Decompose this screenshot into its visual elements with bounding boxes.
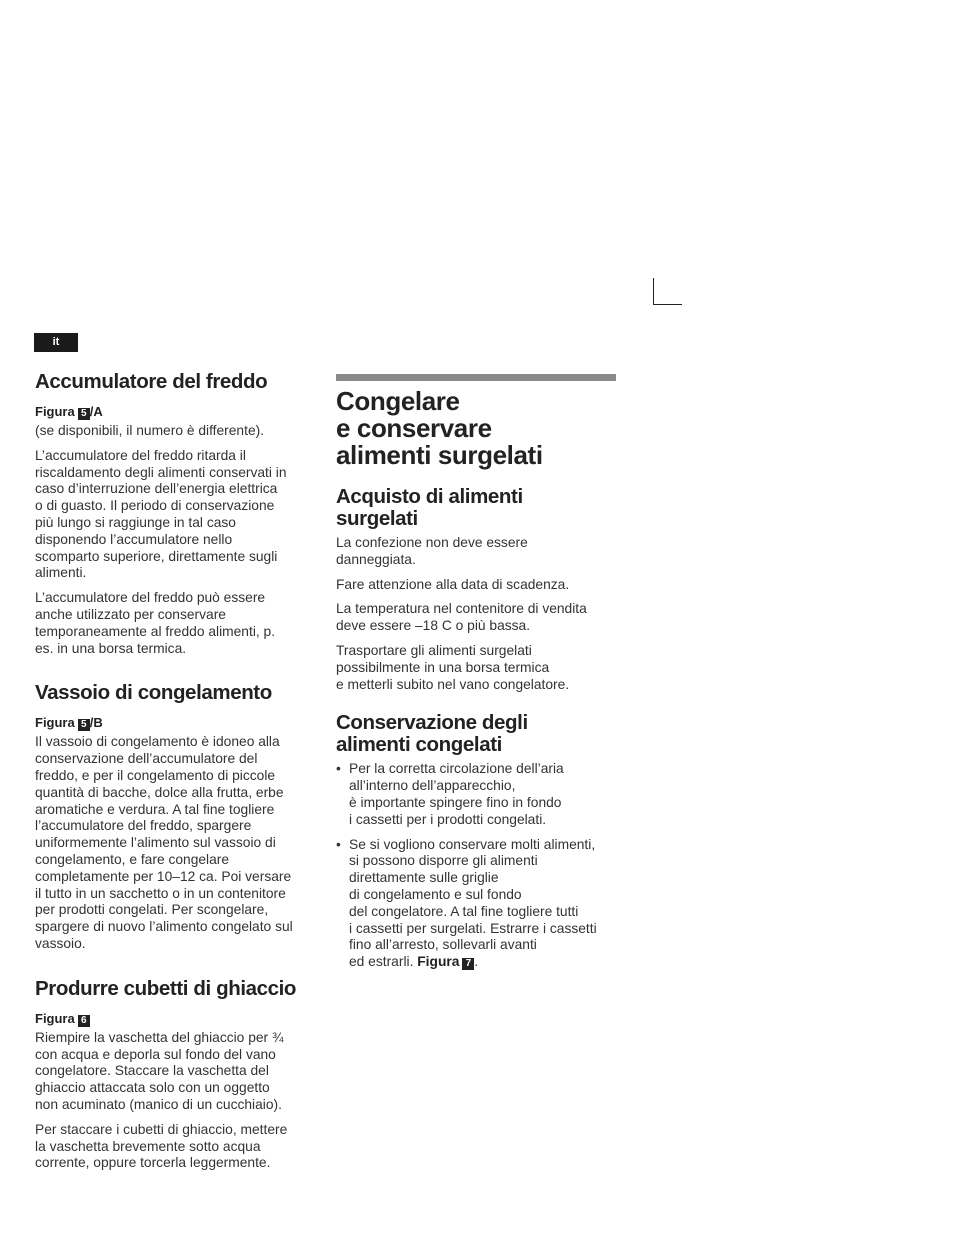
- figure-reference: Figura 6: [35, 1011, 320, 1027]
- figure-reference: Figura 7: [417, 954, 474, 969]
- bullet: •: [336, 836, 341, 852]
- right-column: [336, 374, 618, 979]
- paragraph: (se disponibili, il numero è differente).: [35, 423, 265, 438]
- paragraph: L’accumulatore del freddo ritarda il riscaldamento degli alimenti conservati in caso d’interruzione dell’energia elettrica o di guasto. Il periodo di conservazione più lungo si raggiunge in tal caso disponendo l’accumulatore nello scomparto superiore, direttamente sugli alimenti.: [35, 447, 287, 581]
- paragraph: Per staccare i cubetti di ghiaccio, mettere la vaschetta brevemente sotto acqua corrente, oppure torcerla leggermente.: [35, 1121, 288, 1171]
- left-column: [35, 370, 320, 1180]
- section-title-cold-accumulator: Accumulatore del freddo: [35, 370, 268, 393]
- section-title-storing-frozen-food: Conservazione degli alimenti congelati: [336, 711, 528, 757]
- figure-number-badge: 6: [78, 1015, 90, 1027]
- figure-number-badge: 7: [462, 958, 474, 970]
- figure-reference: Figura 5 /A: [35, 404, 103, 419]
- list-item-text: Per la corretta circolazione dell’aria all’interno dell’apparecchio, è importante spingere fino in fondo i cassetti per i prodotti congelati.: [349, 761, 564, 827]
- paragraph: Riempire la vaschetta del ghiaccio per ¾ con acqua e deporla sul fondo del vano congelatore. Staccare la vaschetta del ghiaccio attaccata solo con un oggetto non acuminato (manico di un cucchiaio).: [35, 1029, 284, 1112]
- figure-number-badge: 5: [78, 719, 90, 731]
- section-title-freezing-tray: Vassoio di congelamento: [35, 681, 272, 705]
- paragraph: La confezione non deve essere danneggiata.: [336, 535, 528, 567]
- bullet: •: [336, 761, 341, 777]
- list-item: [336, 837, 618, 971]
- chapter-title: Congelare e conservare alimenti surgelati: [336, 386, 543, 470]
- figure-reference: Figura 5 /B: [35, 715, 103, 731]
- list-item: [336, 761, 618, 828]
- paragraph: Trasportare gli alimenti surgelati possibilmente in una borsa termica e metterli subito nel vano congelatore.: [336, 642, 570, 692]
- chapter-rule: [336, 374, 616, 381]
- section-title-buying-frozen-food: Acquisto di alimenti surgelati: [336, 485, 523, 530]
- paragraph: Fare attenzione alla data di scadenza.: [336, 576, 570, 592]
- crop-corner-mark: [653, 278, 682, 305]
- paragraph: L’accumulatore del freddo può essere anche utilizzato per conservare temporaneamente al freddo alimenti, p. es. in una borsa termica.: [35, 590, 276, 656]
- paragraph: Il vassoio di congelamento è idoneo alla conservazione dell’accumulatore del freddo, e per il congelamento di piccole quantità di bacche, dolce alla frutta, erbe aromatiche e verdura. A tal fine togliere l’accumulatore del freddo, spargere uniformemente l’alimento sul vassoio di congelamento, e fare congelare completamente per 10–12 ca. Poi versare il tutto in un sacchetto o in un contenitore per prodotti congelati. Per scongelare, spargere di nuovo l’alimento congelato sul vassoio.: [35, 734, 293, 951]
- language-badge: it: [34, 333, 78, 352]
- figure-number-badge: 5: [78, 408, 90, 420]
- paragraph: La temperatura nel contenitore di vendita deve essere –18 C o più bassa.: [336, 601, 587, 634]
- list-item-text: Se si vogliono conservare molti alimenti, si possono disporre gli alimenti direttamente sulle griglie di congelamento e sul fondo del congelatore. A tal fine togliere tutti i cassetti per surgelati. Estrarre i cassetti fino all’arresto, sollevarli avanti ed estrarli. Figura 7 .: [349, 836, 597, 970]
- section-title-ice-cubes: Produrre cubetti di ghiaccio: [35, 976, 297, 1000]
